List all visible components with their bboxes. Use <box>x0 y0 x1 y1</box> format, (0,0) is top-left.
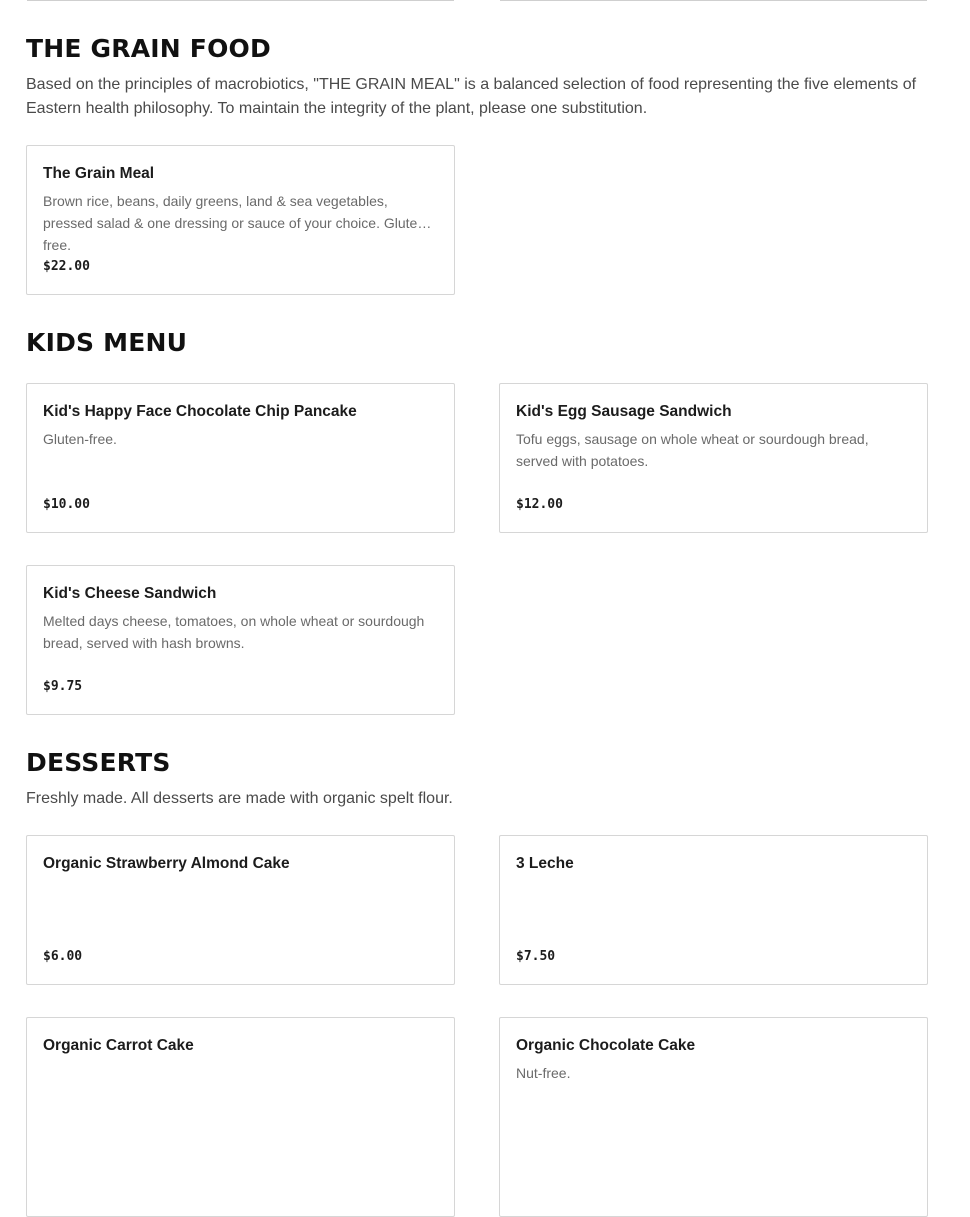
item-price: $7.50 <box>516 949 556 964</box>
menu-item-card[interactable] <box>26 565 455 715</box>
item-description: Tofu eggs, sausage on whole wheat or sourdough bread, served with potatoes. <box>516 431 869 469</box>
item-price: $6.00 <box>43 949 83 964</box>
item-price: $22.00 <box>43 259 90 274</box>
section-title-grain-food: THE GRAIN FOOD <box>26 34 271 63</box>
section-description-grain-food: Based on the principles of macrobiotics, "THE GRAIN MEAL" is a balanced selection of food representing the five elements of Eastern health philosophy. To maintain the integrity of the plant, please one substitution. <box>26 76 917 117</box>
item-name: Kid's Cheese Sandwich <box>43 585 217 602</box>
menu-item-card[interactable] <box>499 835 928 985</box>
item-description: Melted days cheese, tomatoes, on whole wheat or sourdough bread, served with hash browns. <box>43 613 425 651</box>
item-price: $10.00 <box>43 497 90 512</box>
item-name: Organic Strawberry Almond Cake <box>43 855 290 872</box>
item-name: Kid's Egg Sausage Sandwich <box>516 403 732 420</box>
item-description: Brown rice, beans, daily greens, land & sea vegetables, pressed salad & one dressing or sauce of your choice. Gluten-free. <box>43 193 430 253</box>
item-name: 3 Leche <box>516 855 574 872</box>
item-description <box>43 880 438 924</box>
menu-item-card[interactable] <box>499 383 928 533</box>
item-description <box>43 1062 438 1106</box>
section-description-desserts: Freshly made. All desserts are made with organic spelt flour. <box>26 790 453 807</box>
menu-item-card[interactable] <box>26 383 455 533</box>
item-price: $9.75 <box>43 679 83 694</box>
item-description: Gluten-free. <box>43 431 117 447</box>
section-title-desserts: DESSERTS <box>26 748 171 777</box>
previous-card-edge <box>27 0 454 1</box>
previous-card-edge <box>500 0 927 1</box>
item-description: Nut-free. <box>516 1065 571 1081</box>
item-name: Organic Carrot Cake <box>43 1037 194 1054</box>
item-description <box>516 880 911 924</box>
menu-item-card[interactable] <box>26 1017 455 1217</box>
menu-item-card[interactable] <box>499 1017 928 1217</box>
item-name: The Grain Meal <box>43 165 155 182</box>
section-title-kids-menu: KIDS MENU <box>26 328 188 357</box>
menu-item-card[interactable] <box>26 835 455 985</box>
item-price: $12.00 <box>516 497 563 512</box>
menu-item-card[interactable] <box>26 145 455 295</box>
item-name: Organic Chocolate Cake <box>516 1037 696 1054</box>
item-name: Kid's Happy Face Chocolate Chip Pancake <box>43 403 357 420</box>
